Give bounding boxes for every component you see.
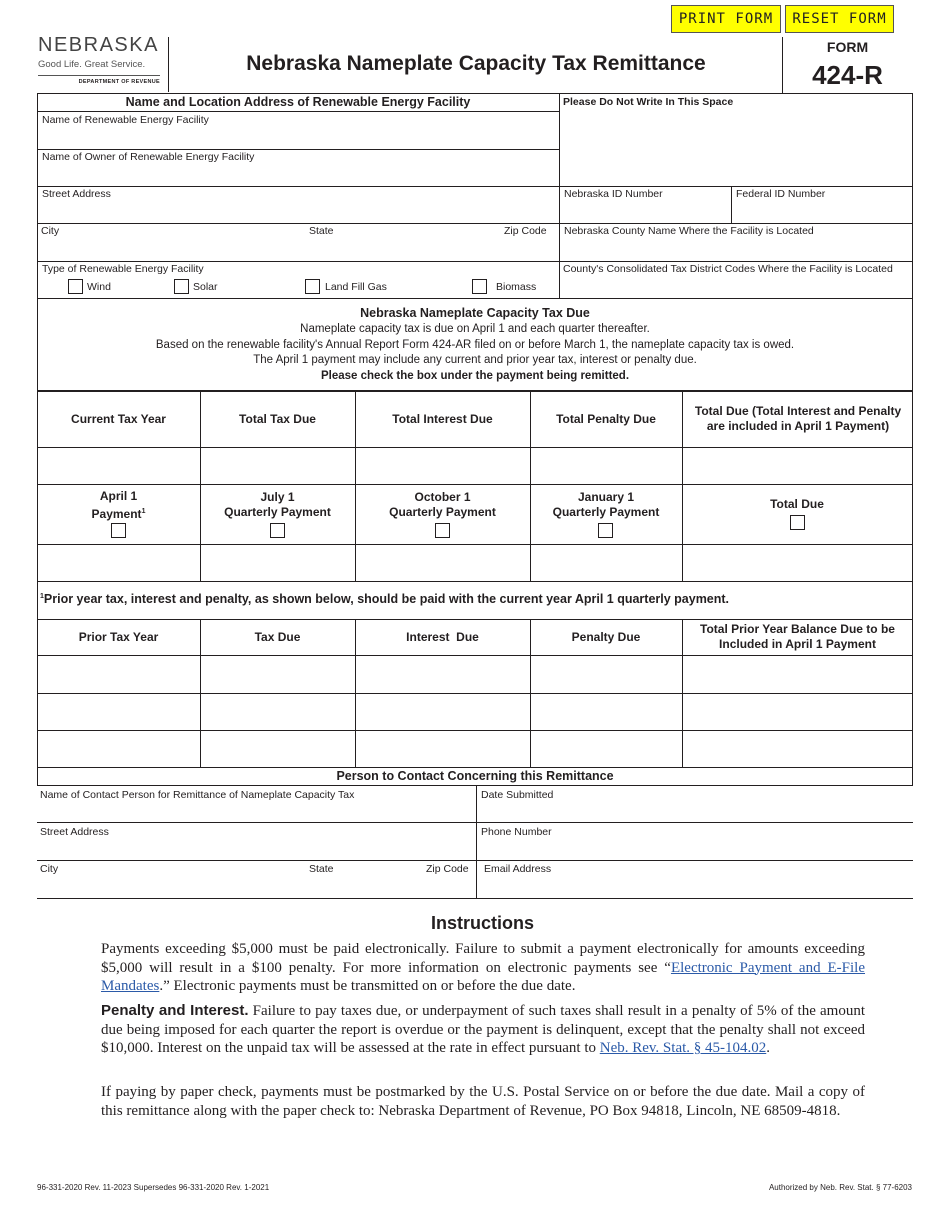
january-payment-checkbox[interactable]: [598, 523, 613, 538]
october-payment-header: October 1 Quarterly Payment: [389, 490, 496, 519]
form-title: Nebraska Nameplate Capacity Tax Remittance: [246, 52, 706, 75]
federal-id-field[interactable]: Federal ID Number: [736, 188, 826, 200]
logo-tagline: Good Life. Great Service.: [38, 59, 146, 70]
total-due-amount[interactable]: [682, 544, 912, 581]
footer-revision: 96-331-2020 Rev. 11-2023 Supersedes 96-331-2020 Rev. 1-2021: [37, 1183, 270, 1192]
tax-due-text: Nameplate capacity tax is due on April 1 and each quarter thereafter. Based on the renewable facility's Annual Report Form 424-AR filed on or before March 1, the nameplate capacity tax is owed. The April 1 payment may include any current and prior year tax, interest or penalty due. Please check the box under the payment being remitted.: [155, 323, 795, 382]
october-payment-checkbox[interactable]: [435, 523, 450, 538]
total-penalty-due-input[interactable]: [530, 447, 682, 484]
total-tax-due-input[interactable]: [200, 447, 355, 484]
facility-city-field[interactable]: City: [41, 225, 60, 237]
facility-zip-field[interactable]: Zip Code: [504, 225, 547, 237]
prior-year-row[interactable]: [37, 730, 913, 767]
email-address-field[interactable]: Email Address: [484, 863, 552, 875]
nebraska-logo: [38, 34, 168, 90]
prior-year-row[interactable]: [37, 693, 913, 730]
instructions-heading: Instructions: [430, 913, 534, 933]
january-payment-header: January 1 Quarterly Payment: [552, 490, 660, 519]
solar-label: Solar: [193, 281, 218, 293]
april-payment-header: April 1 Payment$^1$: [91, 488, 146, 521]
col-penalty-due: Penalty Due: [571, 629, 641, 644]
wind-label: Wind: [87, 281, 111, 293]
current-tax-year-input[interactable]: [37, 447, 200, 484]
col-total-prior-balance: Total Prior Year Balance Due to be Included in April 1 Payment: [700, 622, 895, 651]
biomass-checkbox[interactable]: [472, 279, 487, 294]
instructions-paragraph-2: Penalty and Interest. Failure to pay taxes due, or underpayment of such taxes shall result in a penalty of 5% of the amount due being imposed for each quarter the report is overdue or the payment is delinquent, except that the penalty shall not exceed $10,000. Interest on the unpaid tax will be assessed at the rate in effect pursuant to Neb. Rev. Stat. § 45-104.02.: [101, 1002, 865, 1056]
do-not-write-label: Please Do Not Write In This Space: [563, 96, 734, 108]
nebraska-id-field[interactable]: Nebraska ID Number: [564, 188, 663, 200]
county-name-field[interactable]: Nebraska County Name Where the Facility is Located: [564, 225, 814, 237]
biomass-label: Biomass: [496, 281, 537, 293]
instructions-paragraph-1: Payments exceeding $5,000 must be paid electronically. Failure to submit a payment electronically for amounts exceeding $5,000 will result in a $100 penalty. For more information on electronic payments see “Electronic Payment and E-File Mandates.” Electronic payments must be transmitted on or before the due date.: [101, 941, 865, 994]
tax-due-heading: Nebraska Nameplate Capacity Tax Due: [360, 306, 590, 320]
prior-year-row[interactable]: [37, 655, 913, 693]
landfill-gas-label: Land Fill Gas: [325, 281, 387, 293]
july-payment-checkbox[interactable]: [270, 523, 285, 538]
col-prior-tax-year: Prior Tax Year: [78, 629, 159, 644]
col-tax-due: Tax Due: [254, 629, 301, 644]
col-current-tax-year: Current Tax Year: [71, 411, 166, 426]
july-payment-amount[interactable]: [200, 544, 355, 581]
footer-authority: Authorized by Neb. Rev. Stat. § 77-6203: [768, 1183, 912, 1192]
form-number: 424-R: [812, 60, 883, 90]
landfill-gas-checkbox[interactable]: [305, 279, 320, 294]
total-due-checkbox[interactable]: [790, 515, 805, 530]
contact-street-field[interactable]: Street Address: [40, 826, 109, 838]
logo-name: NEBRASKA: [38, 34, 159, 56]
solar-checkbox[interactable]: [174, 279, 189, 294]
october-payment-amount[interactable]: [355, 544, 530, 581]
contact-heading: Person to Contact Concerning this Remittance: [336, 769, 614, 783]
january-payment-amount[interactable]: [530, 544, 682, 581]
total-due-input[interactable]: [682, 447, 912, 484]
electronic-payment-link[interactable]: Electronic Payment and E-File Mandates: [101, 959, 865, 994]
district-codes-field[interactable]: County's Consolidated Tax District Codes Where the Facility is Located: [563, 263, 893, 275]
date-submitted-field[interactable]: Date Submitted: [481, 789, 554, 801]
contact-name-field[interactable]: Name of Contact Person for Remittance of Nameplate Capacity Tax: [40, 789, 355, 801]
contact-state-field[interactable]: State: [309, 863, 334, 875]
facility-owner-field[interactable]: Name of Owner of Renewable Energy Facility: [42, 151, 255, 163]
col-total-tax-due: Total Tax Due: [239, 411, 316, 426]
contact-zip-field[interactable]: Zip Code: [426, 863, 469, 875]
statute-link[interactable]: Neb. Rev. Stat. § 45-104.02: [599, 1040, 767, 1056]
reset-form-button[interactable]: RESET FORM: [785, 5, 894, 33]
form-label: FORM: [826, 39, 869, 55]
facility-heading: Name and Location Address of Renewable Energy Facility: [125, 95, 471, 109]
wind-checkbox[interactable]: [68, 279, 83, 294]
col-total-due: Total Due (Total Interest and Penalty are included in April 1 Payment): [694, 404, 902, 433]
july-payment-header: July 1 Quarterly Payment: [224, 490, 331, 519]
phone-number-field[interactable]: Phone Number: [481, 826, 552, 838]
facility-state-field[interactable]: State: [309, 225, 334, 237]
print-form-button[interactable]: PRINT FORM: [671, 5, 781, 33]
logo-dept: DEPARTMENT OF REVENUE: [78, 79, 160, 85]
contact-city-field[interactable]: City: [40, 863, 59, 875]
col-interest-due: Interest Due: [406, 629, 479, 644]
total-interest-due-input[interactable]: [355, 447, 530, 484]
col-total-penalty-due: Total Penalty Due: [556, 411, 656, 426]
april-payment-checkbox[interactable]: [111, 523, 126, 538]
col-total-interest-due: Total Interest Due: [392, 411, 493, 426]
facility-street-field[interactable]: Street Address: [42, 188, 111, 200]
instructions-paragraph-3: If paying by paper check, payments must be postmarked by the U.S. Postal Service on or before the due date. Mail a copy of this remittance along with the paper check to: Nebraska Department of Revenue, PO Box 94818, Lincoln, NE 68509-4818.: [101, 1084, 865, 1119]
april-payment-amount[interactable]: [37, 544, 200, 581]
prior-year-note: $^1$Prior year tax, interest and penalty, as shown below, should be paid with the current year April 1 quarterly payment.: [40, 592, 730, 606]
facility-type-label: Type of Renewable Energy Facility: [42, 263, 204, 275]
facility-name-field[interactable]: Name of Renewable Energy Facility: [42, 114, 209, 126]
total-due-payment-header: Total Due: [770, 496, 824, 511]
